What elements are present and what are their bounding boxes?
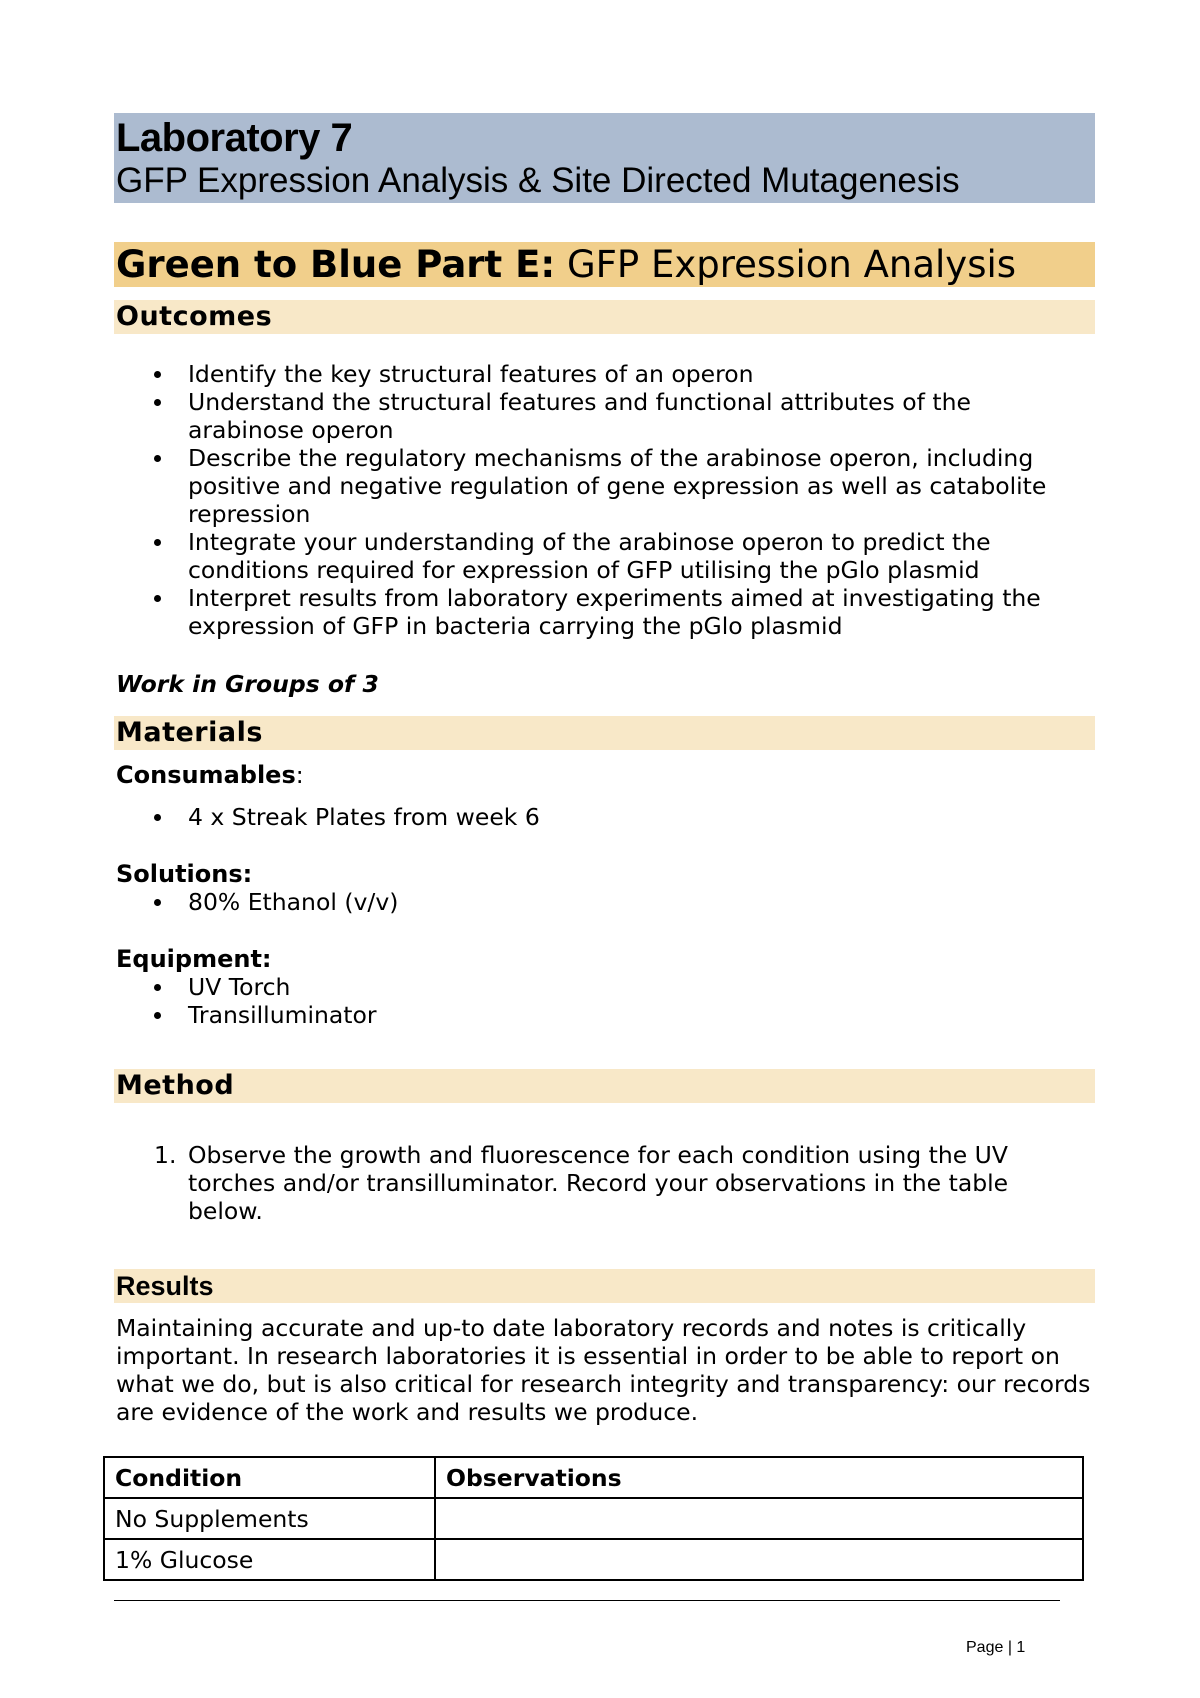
- results-table: [103, 1456, 1084, 1581]
- results-paragraph: Maintaining accurate and up-to date laboratory records and notes is critically important. In research laboratories it is essential in order to be able to report on what we do, but is also critical for research integrity and transparency: our records are evidence of the work and results we produce.: [116, 1314, 1091, 1426]
- table-header-condition: Condition: [104, 1457, 435, 1498]
- solutions-label: Solutions:: [116, 860, 253, 888]
- table-cell-condition: 1% Glucose: [104, 1539, 435, 1580]
- list-item: Integrate your understanding of the arabinose operon to predict the conditions required for expression of GFP utilising the pGlo plasmid: [114, 528, 1094, 584]
- table-row: [104, 1539, 1083, 1580]
- list-item: Describe the regulatory mechanisms of the arabinose operon, including positive and negative regulation of gene expression as well as catabolite repression: [114, 444, 1094, 528]
- table-header-observations: Observations: [435, 1457, 1083, 1498]
- consumables-colon: :: [295, 761, 304, 789]
- part-heading: [114, 242, 1095, 287]
- list-item: 4 x Streak Plates from week 6: [114, 803, 1094, 831]
- method-heading: Method: [114, 1069, 1095, 1103]
- equipment-label: Equipment:: [116, 945, 272, 973]
- group-note: Work in Groups of 3: [116, 670, 379, 698]
- list-item: Transilluminator: [114, 1001, 1094, 1029]
- page-number: Page | 1: [966, 1639, 1026, 1656]
- consumables-label-line: [116, 761, 304, 789]
- table-cell-observation[interactable]: [435, 1539, 1083, 1580]
- table-cell-observation[interactable]: [435, 1498, 1083, 1539]
- list-item: Identify the key structural features of an operon: [114, 360, 1094, 388]
- lab-title: Laboratory 7: [116, 116, 353, 160]
- table-row: [104, 1498, 1083, 1539]
- consumables-label: Consumables: [116, 761, 296, 789]
- method-list: [114, 1141, 1074, 1225]
- footer-divider: [114, 1600, 1060, 1601]
- equipment-list: [114, 973, 1094, 1029]
- materials-heading: Materials: [114, 716, 1095, 750]
- table-cell-condition: No Supplements: [104, 1498, 435, 1539]
- method-step-text: Observe the growth and fluorescence for each condition using the UV torches and/or transilluminator. Record your observations in the table below.: [188, 1141, 1009, 1225]
- title-banner: [114, 113, 1095, 203]
- results-heading: Results: [114, 1269, 1095, 1303]
- part-heading-rest: GFP Expression Analysis: [555, 243, 1017, 286]
- solutions-list: [114, 888, 1094, 916]
- method-step-number: 1.: [154, 1141, 177, 1169]
- outcomes-heading: Outcomes: [114, 300, 1095, 334]
- consumables-list: [114, 803, 1094, 831]
- table-header-row: [104, 1457, 1083, 1498]
- list-item: 80% Ethanol (v/v): [114, 888, 1094, 916]
- list-item: Understand the structural features and functional attributes of the arabinose operon: [114, 388, 1094, 444]
- lab-subtitle: GFP Expression Analysis & Site Directed Mutagenesis: [116, 161, 960, 200]
- outcomes-list: [114, 360, 1094, 640]
- list-item: UV Torch: [114, 973, 1094, 1001]
- list-item: Interpret results from laboratory experiments aimed at investigating the expression of GFP in bacteria carrying the pGlo plasmid: [114, 584, 1094, 640]
- part-heading-bold: Green to Blue Part E:: [116, 243, 556, 286]
